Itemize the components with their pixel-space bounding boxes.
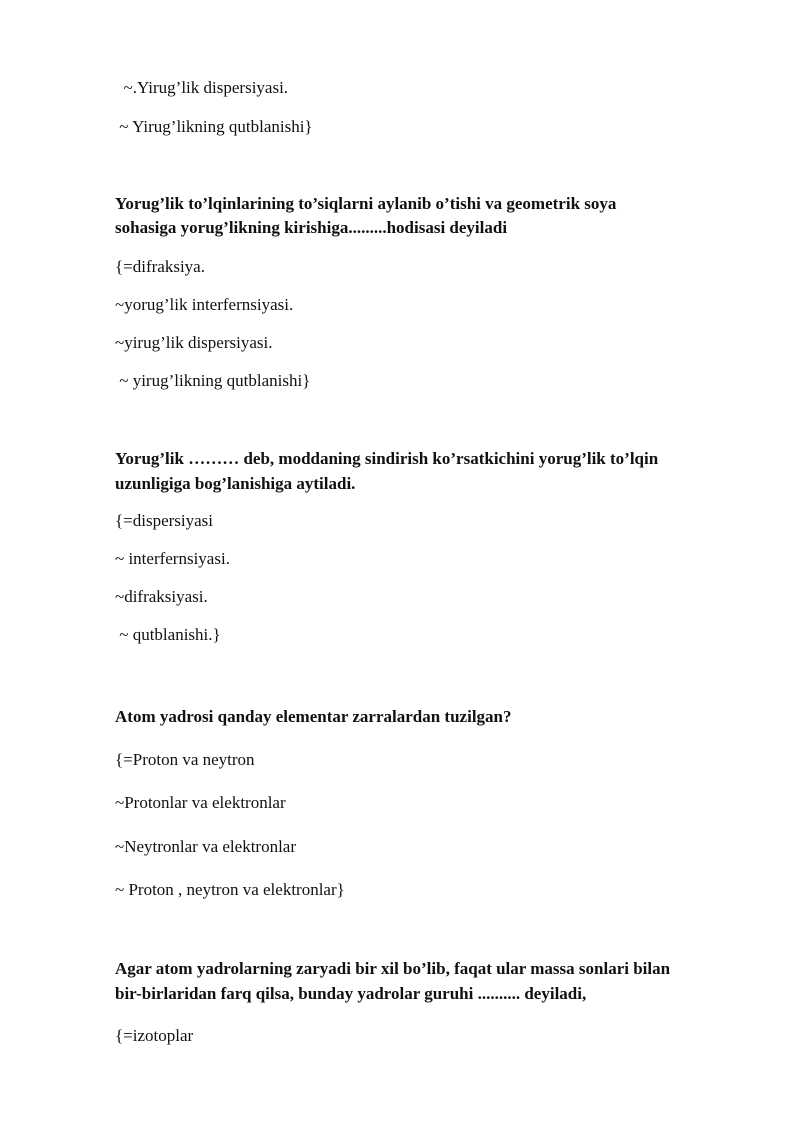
answer-line: ~ interfernsiyasi. <box>115 549 230 568</box>
answer-line: ~ Proton , neytron va elektronlar} <box>115 880 345 899</box>
question-line: sohasiga yorug’likning kirishiga.........hodisasi deyiladi <box>115 218 508 237</box>
answer-line: {=Proton va neytron <box>115 750 255 769</box>
answer-line: ~difraksiyasi. <box>115 587 208 606</box>
answer-line: ~ Yirug’likning qutblanishi} <box>115 117 313 136</box>
answer-line: {=dispersiyasi <box>115 511 214 530</box>
answer-line: ~ yirug’likning qutblanishi} <box>115 371 311 390</box>
answer-line: {=izotoplar <box>115 1026 194 1045</box>
question-line: bir-birlaridan farq qilsa, bunday yadrolar guruhi .......... deyiladi, <box>115 984 587 1003</box>
answer-line: ~yorug’lik interfernsiyasi. <box>115 295 294 314</box>
question-line: Yorug’lik to’lqinlarining to’siqlarni aylanib o’tishi va geometrik soya <box>115 194 617 213</box>
answer-line: {=difraksiya. <box>115 257 205 276</box>
answer-line: ~Protonlar va elektronlar <box>115 793 286 812</box>
answer-line: ~Neytronlar va elektronlar <box>115 837 297 856</box>
answer-line: ~.Yirug’lik dispersiyasi. <box>115 78 289 97</box>
question-line: Yorug’lik ……… deb, moddaning sindirish ko’rsatkichini yorug’lik to’lqin <box>115 449 659 468</box>
question-line: uzunligiga bog’lanishiga aytiladi. <box>115 474 356 493</box>
question-line: Agar atom yadrolarning zaryadi bir xil bo’lib, faqat ular massa sonlari bilan <box>115 959 671 978</box>
question-line: Atom yadrosi qanday elementar zarralardan tuzilgan? <box>115 707 512 726</box>
answer-line: ~yirug’lik dispersiyasi. <box>115 333 273 352</box>
answer-line: ~ qutblanishi.} <box>115 625 221 644</box>
